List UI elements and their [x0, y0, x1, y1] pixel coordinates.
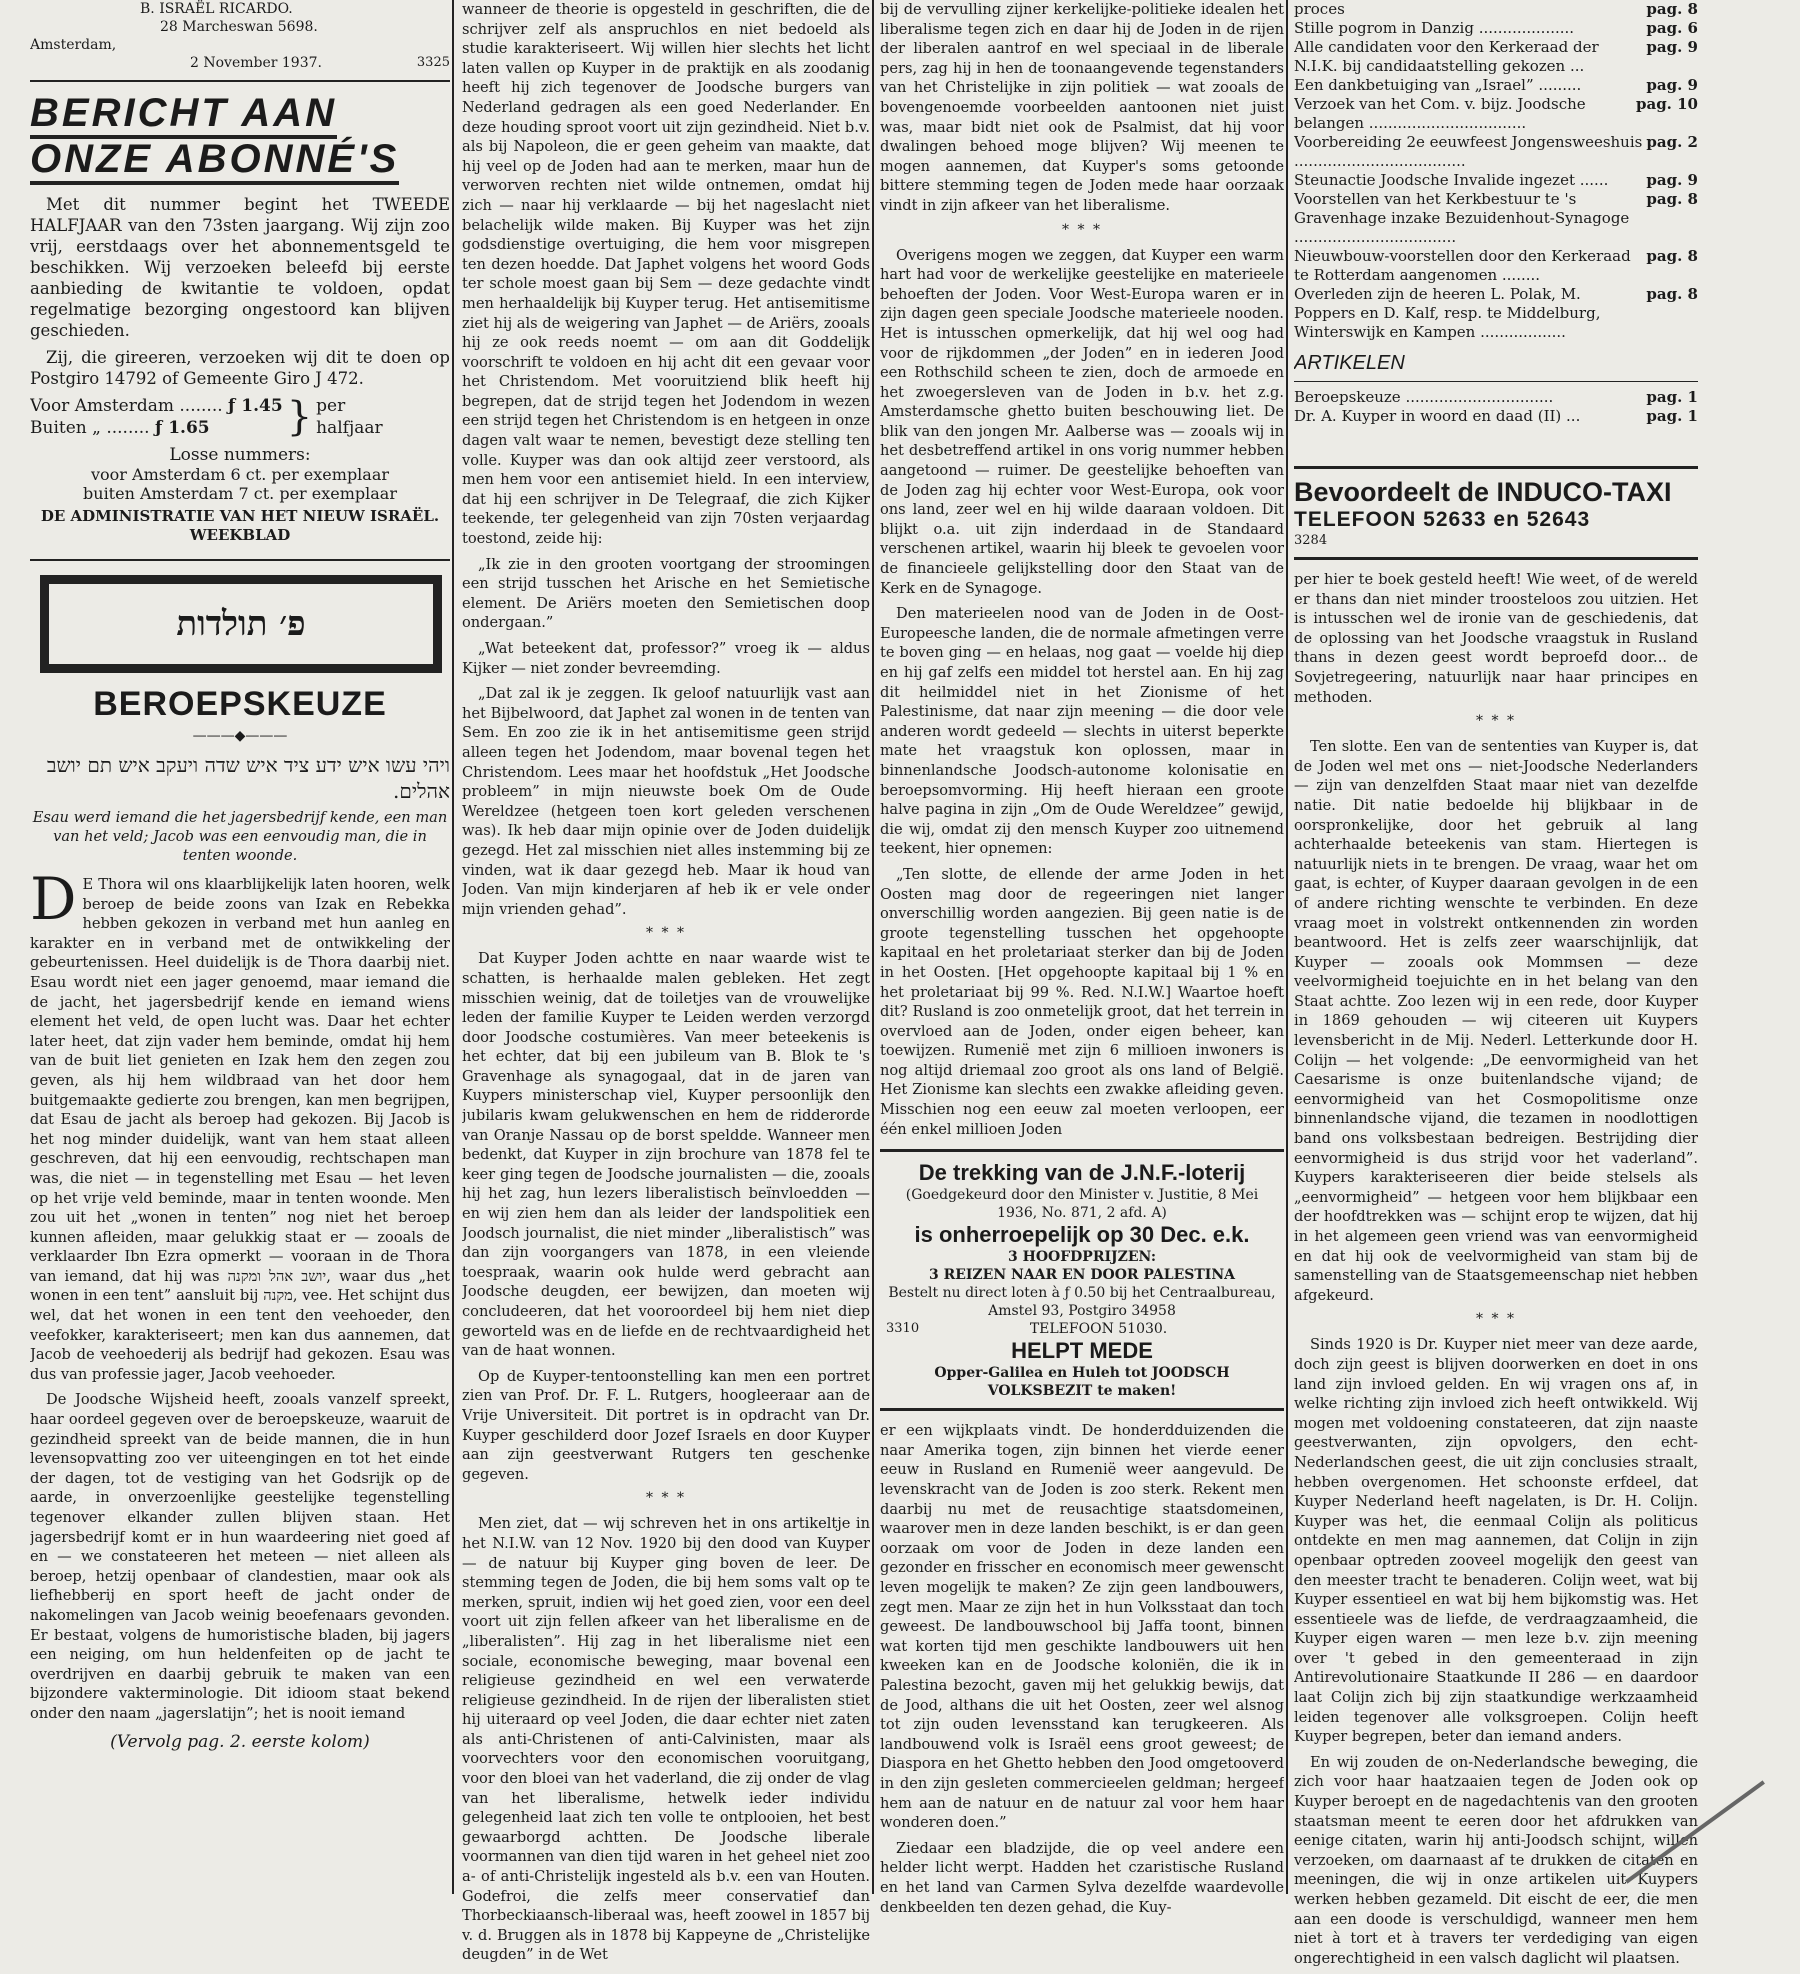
index-title: Verzoek van het Com. v. bijz. Joodsche belangen .................................: [1294, 95, 1586, 132]
index-row: [1294, 190, 1698, 247]
taxi-ad-code: 3284: [1294, 533, 1328, 548]
article-paragraph: „Ik zie in den grooten voortgang der stroomingen een strijd tusschen het Arische en het Semietische element. De Ariërs moeten den Semietischen doop ondergaan.”: [462, 555, 870, 632]
index-page: pag. 1: [1646, 407, 1698, 425]
index-title: Dr. A. Kuyper in woord en daad (II) ...: [1294, 407, 1581, 425]
ad-headline: is onherroepelijk op 30 Dec. e.k.: [914, 1222, 1250, 1248]
article-paragraph: En wij zouden de on-Nederlandsche beweging, die zich voor haar haatzaaien tegen de Joden ook op Kuyper beroept en de nagedachtenis van den grooten staatsman meent te eeren door het afdrukken van eenige citaten, warin hij anti-Joodsch schijnt, willen verzoeken, om daarnaast af te drukken de citaten en meeningen, die wij in onze artikelen uit Kuypers werken hebben gezameld. Dit eischt de eer, die men aan een doode is verschuldigd, wanneer men hem niet à tort et à travers ter verdediging van eigen ongerechtigheid in een valsch daglicht wil plaatsen.: [1294, 1753, 1698, 1967]
article-paragraph: Ten slotte. Een van de sententies van Kuyper is, dat de Joden wel met ons — niet-Joodsche Nederlanders — zijn van denzelfden Staat maar niet van dezelfde natie. Dit natie bedoelde hij blijkbaar in de oorspronkelijke, door het gebruik al lang achterhaalde beteekenis van stam. Hiertegen is natuurlijk niets in te brengen. De vraag, waar het om gaat, is echter, of Kuyper daaraan gevolgen in de een of andere richting wenschte te verbinden. En deze vraag moet in volstrekt ontkennenden zin worden beantwoord. Het is zelfs zeer waarschijnlijk, dat Kuyper — zooals ook Mommsen — deze veelvormigheid toejuichte en in het belang van den Staat achtte. Zoo lezen wij in een rede, door Kuyper in 1869 gehouden — wij citeeren uit Kuypers levensbericht in de Mij. Nederl. Letterkunde door H. Colijn — het volgende: „De eenvormigheid van het Caesarisme is onze buitenlandsche vijand; de eenvormigheid van het Cosmopolitisme onze binnenlandsche vijand, die tezamen in noodlottigen band ons volksbestaan bedreigen. Bestrijding dier eenvormigheid is dus strijd voor het vaderland”. Kuypers karakteriseeren dier beide stelsels als „eenvormigheid” — hetgeen voor hem blijkbaar een der hoofdtrekken was — schijnt erop te wijzen, dat hij in het algemeen geen vriend was van eenvormigheid en dat hij ook de veelvormigheid van stam bij de samenstelling van de Staatsgemeenschap niet hebben afgekeurd.: [1294, 738, 1698, 1304]
ad-code: 3310: [886, 1321, 920, 1337]
index-page: pag. 8: [1646, 0, 1698, 18]
index-title: Nieuwbouw-voorstellen door den Kerkeraad te Rotterdam aangenomen ........: [1294, 247, 1631, 284]
index-row: [1294, 19, 1698, 38]
ad-line: Bestelt nu direct loten à ƒ 0.50 bij het Centraalbureau, Amstel 93, Postgiro 34958: [888, 1285, 1276, 1320]
index-page: pag. 1: [1646, 388, 1698, 406]
drop-cap: D: [30, 865, 77, 933]
section-stars: * * *: [646, 1490, 686, 1507]
notice-paragraph: Met dit nummer begint het TWEEDE HALFJAAR van den 73sten jaargang. Wij zijn zoo vrij, eerstdaags over het abonnementsgeld te beschikken. Wij verzoeken beleefd bij eerste aanbieding de kwitantie te voldoen, opdat regelmatige bezorging ongestoord kan blijven geschieden.: [30, 195, 450, 340]
column-1: [30, 0, 450, 1752]
quote-translation: Esau werd iemand die het jagersbedrijf kende, een man van het veld; Jacob was een eenvoudig man, die in tenten woonde.: [32, 809, 448, 864]
masthead-city: Amsterdam,: [30, 37, 117, 53]
index-page: pag. 8: [1646, 247, 1698, 265]
index-row: [1294, 407, 1698, 426]
ad-line: Opper-Galilea en Huleh tot JOODSCH VOLKSBEZIT te maken!: [934, 1365, 1230, 1400]
ad-phone: TELEFOON 51030.: [1029, 1321, 1168, 1338]
ad-headline: HELPT MEDE: [1011, 1338, 1153, 1364]
notice-paragraph: Zij, die gireeren, verzoeken wij dit te doen op Postgiro 14792 of Gemeente Giro J 472.: [30, 348, 450, 388]
index-page: pag. 9: [1646, 76, 1698, 94]
index-page: pag. 9: [1646, 38, 1698, 56]
price-table: Voor Amsterdam ........ ƒ 1.45 Buiten „ ........ ƒ 1.65 } per halfjaar: [30, 395, 450, 439]
index-title: Steunactie Joodsche Invalide ingezet ......: [1294, 171, 1609, 189]
article-paragraph: „Wat beteekent dat, professor?” vroeg ik — aldus Kijker — niet zonder bevreemding.: [462, 640, 870, 677]
price-value: ƒ 1.65: [154, 418, 210, 438]
price-label: Buiten „ ........: [30, 418, 150, 438]
section-stars: * * *: [1476, 1311, 1516, 1328]
article-paragraph: „Ten slotte, de ellende der arme Joden in het Oosten mag door de regeeringen niet langer onverschillig worden aangezien. Bij geen natie is de groote tegenstelling tusschen het opgehoopte kapitaal en het proletariaat sterker dan bij de Joden in het Oosten. [Het opgehoopte kapitaal bij 1 % en het proletariaat bij 99 %. Red. N.I.W.] Waartoe hoeft dit? Rusland is zoo onmetelijk groot, dat het terrein in overvloed aan de Joden, onder eigen beheer, kan toewijzen. Rumenië met zijn 6 millioen inwoners is nog altijd driemaal zoo groot als ons land of België. Het Zionisme kan slechts een zwakke afleiding geven. Misschien nog een eeuw zal moeten verloopen, eer één enkel millioen Joden: [880, 865, 1284, 1138]
ad-line: 3 HOOFDPRIJZEN:: [1007, 1249, 1156, 1266]
single-copies-line: buiten Amsterdam 7 ct. per exemplaar: [83, 484, 397, 503]
index-title: Een dankbetuiging van „Israel” .........: [1294, 76, 1582, 94]
index-page: pag. 2: [1646, 133, 1698, 151]
article-paragraph: Op de Kuyper-tentoonstelling kan men een portret zien van Prof. Dr. F. L. Rutgers, hoogleeraar aan de Vrije Universiteit. Dit portret is in opdracht van Dr. Kuyper geschilderd door Jozef Israels en door Kuyper aan zijn geestverwant Rutgers ten geschenke gegeven.: [462, 1367, 870, 1483]
single-copies-title: Losse nummers:: [169, 445, 311, 465]
article-title: BEROEPSKEUZE: [93, 685, 387, 723]
index-page: pag. 6: [1646, 19, 1698, 37]
index-page: pag. 8: [1646, 190, 1698, 208]
index-title: proces: [1294, 0, 1345, 18]
article-paragraph: wanneer de theorie is opgesteld in geschriften, die de schrijver zelf als anspruchlos en niet bedoeld als studie karakteriseert. Wij willen hier slechts het licht laten vallen op Kuyper in de praktijk en als zoodanig heeft hij zich tegenover de Joodsche burgers van Nederland gedragen als een goed Nederlander. En deze houding sproot voort uit zijn gezindheid. Niet b.v. als bij Napoleon, die er geen geheim van maakte, dat hij veel op de Joden had aan te merken, maar hun de verworven rechten niet wilde ontnemen, omdat hij zich — naar hij verklaarde — bij het nageslacht niet belachelijk wilde maken. Bij Kuyper was het zijn godsdienstige overtuiging, die hem voor misgrepen ten dezen hoedde. Dat Japhet volgens het woord Gods ter schole moest gaan bij Sem — deze gedachte vindt men herhaaldelijk bij Kuyper terug. Het antisemitisme ziet hij als de weigering van Japhet — de Ariërs, zooals hij ze ook reeds noemt — om aan dit Goddelijk voorschrift te voldoen en hij acht dit een gevaar voor het Christendom. Met vooruitziend blik heeft hij begrepen, dat de strijd tegen het Jodendom in wezen een strijd tegen het Christendom is en hetgeen in onze dagen valt waar te nemen, bevestigt deze stelling ten volle. Kuyper was dan ook altijd zeer verstoord, als men hem voor een antisemiet hield. In een interview, dat hij een schrijver in De Telegraaf, die zich Kijker teekende, ter gelegenheid van zijn 70sten verjaardag toestond, zeide hij:: [462, 1, 870, 548]
continued-note: (Vervolg pag. 2. eerste kolom): [110, 1731, 370, 1752]
index-title: Alle candidaten voor den Kerkeraad der N.I.K. bij candidaatstelling gekozen ...: [1294, 38, 1599, 75]
column-4: [1294, 0, 1698, 1974]
section-stars: * * *: [646, 925, 686, 942]
hebrew-quote: ויהי עשו איש ידע ציד איש שדה ויעקב איש תם יושב אהלים.: [46, 753, 450, 803]
article-paragraph: per hier te boek gesteld heeft! Wie weet, of de wereld er thans dan niet minder troosteloos zou uitzien. Het is intusschen wel de ironie van de geschiedenis, dat de oplossing van het Joodsche vraagstuk in Rusland thans in dezen geest wordt beproefd door... de Sovjetregeering, natuurlijk naar haar principes en methoden.: [1294, 571, 1698, 706]
index-row: [1294, 38, 1698, 76]
price-label: Voor Amsterdam ........: [30, 396, 223, 416]
article-paragraph: er een wijkplaats vindt. De honderdduizenden die naar Amerika togen, zijn binnen het vierde eener eeuw in Rusland en Rumenië weer aangevuld. De levenskracht van de Joden is zoo sterk. Rekent men daarbij nu met de reusachtige staatsdomeinen, waarover men in deze landen beschikt, is er dan geen oorzaak om voor de Joden in deze landen een gezonder en frisscher en economisch meer gewenscht leven mogelijk te maken? Ze zijn geen landbouwers, zegt men. Maar ze zijn het in hun Volksstaat dan toch geweest. De landbouwschool bij Jaffa toont, binnen wat korten tijd men geschikte landbouwers uit hen kweeken kan en de Joodsche koloniën, die ik in Palestina bezocht, gaven mij het gelukkig bewijs, dat de Jood, althans die uit het Oosten, zeer wel alsnog tot zijn ouden levensstand kan terugkeeren. Als landbouwend volk is Israël eens groot geweest; de Diaspora en het Ghetto hebben den Jood omgetooverd in den zijn gesleten commercieelen geldman; hergeef hem aan de natuur en de natuur zal voor hem haar wonderen doen.”: [880, 1422, 1284, 1832]
index-page: pag. 10: [1635, 95, 1698, 113]
index-row: [1294, 247, 1698, 285]
column-rule: [1286, 0, 1288, 1894]
masthead-code: 3325: [416, 55, 450, 70]
article-paragraph: De Joodsche Wijsheid heeft, zooals vanzelf spreekt, haar oordeel gegeven over de beroepskeuze, waaruit de gezindheid spreekt van de beide mannen, die in hun levensopvatting zoo ver uiteengingen en tot het einde der dagen, tot de vestiging van het Godsrijk op de aarde, in onverzoenlijke geestelijke tegenstelling tegenover elkander zullen blijven staan. Het jagersbedrijf komt er in hun waardeering niet goed af en — we constateeren het meteen — niet alleen als beroep, hetzij openbaar of clandestien, maar ook als liefhebberij en sport heeft de jacht onder de nakomelingen van Jacob weinig beoefenaars gevonden. Er bestaat, volgens de humoristische bladen, bij jagers een neiging, om hun heldenfeiten op de jacht te overdrijven en daarbij gebruik te maken van een bijzondere vakterminologie. Dit idioom staat bekend onder den naam „jagerslatijn”; het is nooit iemand: [30, 1391, 450, 1722]
taxi-ad: [1294, 466, 1698, 560]
article-paragraph: Dat Kuyper Joden achtte en naar waarde wist te schatten, is herhaalde malen gebleken. Het zegt misschien weinig, dat de toiletjes van de vrouwelijke leden der familie Kuyper te Leiden werden verzorgd door Joodsche costumières. Van meer beteekenis is het echter, dat bij een jubileum van B. Blok te 's Gravenhage als synagogaal, dat in de jaren van Kuypers ministerschap viel, Kuyper persoonlijk den jubilaris kwam gelukwenschen en hem de ridderorde van Oranje Nassau op de borst speldde. Wanneer men bedenkt, dat Kuyper in zijn brochure van 1878 fel te keer ging tegen de Joodsche journalisten — die, zooals hij het zag, hun lezers liberalistisch beïnvloedden — en wij zien hem dan als leider der landspolitiek een Joodsch journalist, die niet minder „liberalistisch” was dan zijn voorgangers van 1878, in een vleiende toespraak, waarin ook hulde werd gebracht aan Joodsche deugden, eer bewijzen, dan moeten wij concludeeren, dat het vooroordeel bij hem niet diep geworteld was en de liefde en de rechtvaardigheid het van de haat wonnen.: [462, 950, 870, 1360]
index-page: pag. 8: [1646, 285, 1698, 303]
price-value: ƒ 1.45: [228, 396, 283, 416]
article-paragraph: Sinds 1920 is Dr. Kuyper niet meer van deze aarde, doch zijn geest is blijven doorwerken en doet in ons land zijn invloed gelden. En wij vragen ons af, in welke richting zijn invloed zich heeft ontwikkeld. Wij mogen met voldoening constateeren, dat zijn naaste geestverwanten, zijn opvolgers, den echt-Nederlandschen geest, die uit zijn conclusies straalt, hebben overgenomen. Het schoonste erfdeel, dat Kuyper Nederland heeft nagelaten, is Dr. H. Colijn. Kuyper was het, die eenmaal Colijn als politicus ontdekte en men mag aannemen, dat Colijn in zijn openbaar optreden zooveel mogelijk den geest van den meester tracht te benaderen. Colijn weet, wat bij Kuyper essentieel en wat bij hem bijkomstig was. Het essentieele was de liefde, de verdraagzaamheid, die Kuyper eigen waren — men leze b.v. zijn meening over 't gebed in den gemeenteraad in zijn Antirevolutionaire Staatkunde II 286 — en daardoor laat Colijn zich bij zijn staatkundige werkzaamheid leiden tegenover alle volksgroepen. Colijn heeft Kuyper begrepen, beter dan iemand anders.: [1294, 1336, 1698, 1746]
article-paragraph: Overigens mogen we zeggen, dat Kuyper een warm hart had voor de werkelijke geestelijke en materieele behoeften der Joden. Voor West-Europa waren er in zijn dagen geen speciale Joodsche materieele nooden. Het is intusschen opmerkelijk, dat hij wel oog had voor de rijkdommen „der Joden” en in iederen Jood een Rothschild scheen te zien, doch de armoede en het zwoegersleven van de Joden in b.v. het z.g. Amsterdamsche ghetto buiten beschouwing liet. De blik van den jongen Mr. Aalberse was — zooals wij in het desbetreffend artikel in ons vorig nummer hebben aangetoond — ruimer. De geestelijke behoeften van de Joden zag hij echter voor West-Europa, ook voor ons land, zeer wel en hij wilde daaraan voldoen. Dit blijkt o.a. uit zijn inderdaad in de Standaard verschenen artikel, waarin hij bleek te gevoelen voor de financieele gelijkstelling door den Staat van de Kerk en de Synagoge.: [880, 246, 1284, 597]
notice-title-2: ONZE ABONNÉ'S: [30, 136, 450, 182]
index-row: [1294, 388, 1698, 407]
index-title: Beroepskeuze ...............................: [1294, 388, 1554, 406]
article-paragraph: Den materieelen nood van de Joden in de Oost-Europeesche landen, die de normale afmetingen verre te boven ging — en helaas, nog gaat — voelde hij diep en hij gaf zelfs een middel tot herstel aan. En hij zag dit heilmiddel niet in het Zionisme of het Palestinisme, dat naar zijn meening — die door vele anderen wordt gedeeld — slechts in uiterst beperkte mate het vraagstuk kon oplossen, maar in binnenlandsche Joodsch-autonome kolonisatie en beroepsomvorming. Hij heeft hieraan een groote halve pagina in zijn „Om de Oude Wereldzee” gewijd, die wij, omdat zij den mensch Kuyper zoo uitnemend teekent, hier opnemen:: [880, 605, 1284, 858]
index-row: [1294, 76, 1698, 95]
column-rule: [872, 0, 874, 1894]
index-page: pag. 9: [1646, 171, 1698, 189]
article-paragraph: Ziedaar een bladzijde, die op veel andere een helder licht werpt. Hadden het czaristische Rusland en het land van Carmen Sylva dezelfde waardevolle denkbeelden ten dezen gehad, die Kuy-: [880, 1839, 1284, 1916]
index-row: [1294, 95, 1698, 133]
ad-line: (Goedgekeurd door den Minister v. Justitie, 8 Mei 1936, No. 871, 2 afd. A): [905, 1187, 1259, 1222]
column-rule: [452, 0, 454, 1894]
article-paragraph: Men ziet, dat — wij schreven het in ons artikeltje in het N.I.W. van 12 Nov. 1920 bij den dood van Kuyper — de natuur bij Kuyper ging boven de leer. De stemming tegen de Joden, die bij hem soms valt op te merken, spruit, indien wij het goed zien, voor een deel voort uit zijn fellen afkeer van het liberalisme en de „liberalisten”. Hij zag in het liberalisme niet een sociale, economische beweging, maar bovenal een religieuse gezindheid en wel een verwaterde religieuse gezindheid. In de rijen der liberalisten stiet hij uiteraard op veel Joden, die daar echter niet zaten als anti-Christenen of anti-Calvinisten, maar als voorvechters voor den economischen vooruitgang, voor den bloei van het vaderland, die zij onder de vlag van het liberalisme, hetwelk ieder individu gelegenheid laat zich ten volle te ontplooien, het best gewaarborgd achtten. De Joodsche liberale voormannen van dien tijd waren in het geheel niet zoo a- of anti-Christelijk ingesteld als b.v. een van Houten. Godefroi, die zelfs meer conservatief dan Thorbeckiaansch-liberaal was, heeft zoowel in 1857 bij v. d. Bruggen als in 1878 bij Kappeyne de „Christelijke deugden” in de Wet: [462, 1515, 870, 1964]
index-title: Overleden zijn de heeren L. Polak, M. Poppers en D. Kalf, resp. te Middelburg, Winterswijk en Kampen ..................: [1294, 285, 1601, 341]
parasha-heading: פ׳ תולדות: [40, 575, 442, 673]
column-3: [880, 0, 1284, 1923]
masthead-name: B. ISRAËL RICARDO.: [140, 1, 293, 17]
administration-signature: DE ADMINISTRATIE VAN HET NIEUW ISRAËL. WEEKBLAD: [40, 507, 440, 544]
taxi-ad-title: Bevoordeelt de INDUCO-TAXI: [1294, 477, 1672, 507]
index-row: [1294, 0, 1698, 19]
article-paragraph: bij de vervulling zijner kerkelijke-politieke idealen het liberalisme tegen zich en daar hij de Joden in de rijen der liberalen aantrof en wel speciaal in de liberale pers, zag hij in hen de toonaangevende tegenstanders van het Christelijke in zijn politiek — wat zooals de bovengenoemde voorbeelden aantoonen niet juist was, maar bidt niet ook de Psalmist, dat hij voor dwalingen behoed moge blijven? Wij meenen te mogen aannemen, dat Kuyper's soms getoonde bittere stemming tegen de Joden mede haar oorzaak vindt in zijn afkeer van het liberalisme.: [880, 1, 1284, 214]
articles-heading: ARTIKELEN: [1294, 352, 1405, 374]
ad-title: De trekking van de J.N.F.-loterij: [918, 1160, 1246, 1186]
section-stars: * * *: [1062, 221, 1102, 238]
article-paragraph: D E Thora wil ons klaarblijkelijk laten hooren, welk beroep de beide zoons van Izak en Rebekka hebben gekozen in verband met hun aanleg en karakter en in verband met de ontwikkeling der gebeurtenissen. Heel duidelijk is de Thora daarbij niet. Esau wordt niet een jager genoemd, maar iemand die de jacht, het jagersbedrijf kende en iemand wiens element het veld, de open lucht was. Daar het echter later heet, dat zijn vader hem beminde, omdat hij hem van de buit liet genieten en Izak hem den zegen zou geven, als hij hem wildbraad van het door hem buitgemaakte gedierte zou brengen, kan men begrijpen, dat Esau de jacht als beroep had gekozen. Bij Jacob is het nog minder duidelijk, want van hem staat alleen geschreven, dat hij een eenvoudig, rechtschapen man was, die niet — in tegenstelling met Esau — het leven op het vrije veld beminde, maar in tenten woonde. Men zou uit het „wonen in tenten” nog niet het beroep kunnen afleiden, maar gelukkig staat er — zooals de verklaarder Ibn Ezra opmerkt — vooraan in de Thora van iemand, dat hij was יושב אהל ומקנה, waar dus „het wonen in een tent” aansluit bij מקנה, vee. Het schijnt dus wel, dat het wonen in een tent den veehoeder, den veefokker, karakteriseert; men kan dus aannemen, dat Jacob de veehoederij als bedrijf had gekozen. Esau was dus van professie jager, Jacob veehoeder.: [30, 865, 450, 1383]
masthead-date: 2 November 1937.: [190, 55, 322, 71]
contents-index: [1294, 0, 1698, 342]
articles-index: [1294, 388, 1698, 426]
index-title: Stille pogrom in Danzig ....................: [1294, 19, 1575, 37]
masthead-hebrew-date: 28 Marcheswan 5698.: [160, 19, 318, 35]
index-title: Voorbereiding 2e eeuwfeest Jongensweeshuis ....................................: [1294, 133, 1643, 170]
article-paragraph: „Dat zal ik je zeggen. Ik geloof natuurlijk vast aan het Bijbelwoord, dat Japhet zal wonen in de tenten van Sem. En zoo zie ik in het antisemitisme geen strijd alleen tegen het Jodendom, maar bovenal tegen het Christendom. Lees maar het hoofdstuk „Het Joodsche probleem” in mijn nieuwste boek Om de Oude Wereldzee (hetgeen toen kort geleden verschenen was). Ik heb daar mijn opinie over de Joden duidelijk gezegd. Het zal misschien niet alles instemming bij ze vinden, wat ik daar gezegd heb. Maar ik houd van Joden. Van mijn kinderjaren af heb ik er vele onder mijn vrienden gehad”.: [462, 685, 870, 918]
column-2: [462, 0, 870, 1971]
jnf-lottery-ad: [880, 1149, 1284, 1411]
ornament-divider: ———◆———: [192, 728, 288, 744]
index-row: [1294, 133, 1698, 171]
section-stars: * * *: [1476, 713, 1516, 730]
single-copies-line: voor Amsterdam 6 ct. per exemplaar: [90, 465, 390, 484]
index-row: [1294, 285, 1698, 342]
notice-title-1: BERICHT AAN: [30, 90, 450, 136]
price-period: per halfjaar: [316, 396, 383, 438]
index-row: [1294, 171, 1698, 190]
taxi-ad-phone: TELEFOON 52633 en 52643: [1294, 508, 1591, 531]
ad-line: 3 REIZEN NAAR EN DOOR PALESTINA: [928, 1267, 1236, 1284]
index-title: Voorstellen van het Kerkbestuur te 's Gravenhage inzake Bezuidenhout-Synagoge ..................................: [1294, 190, 1630, 246]
